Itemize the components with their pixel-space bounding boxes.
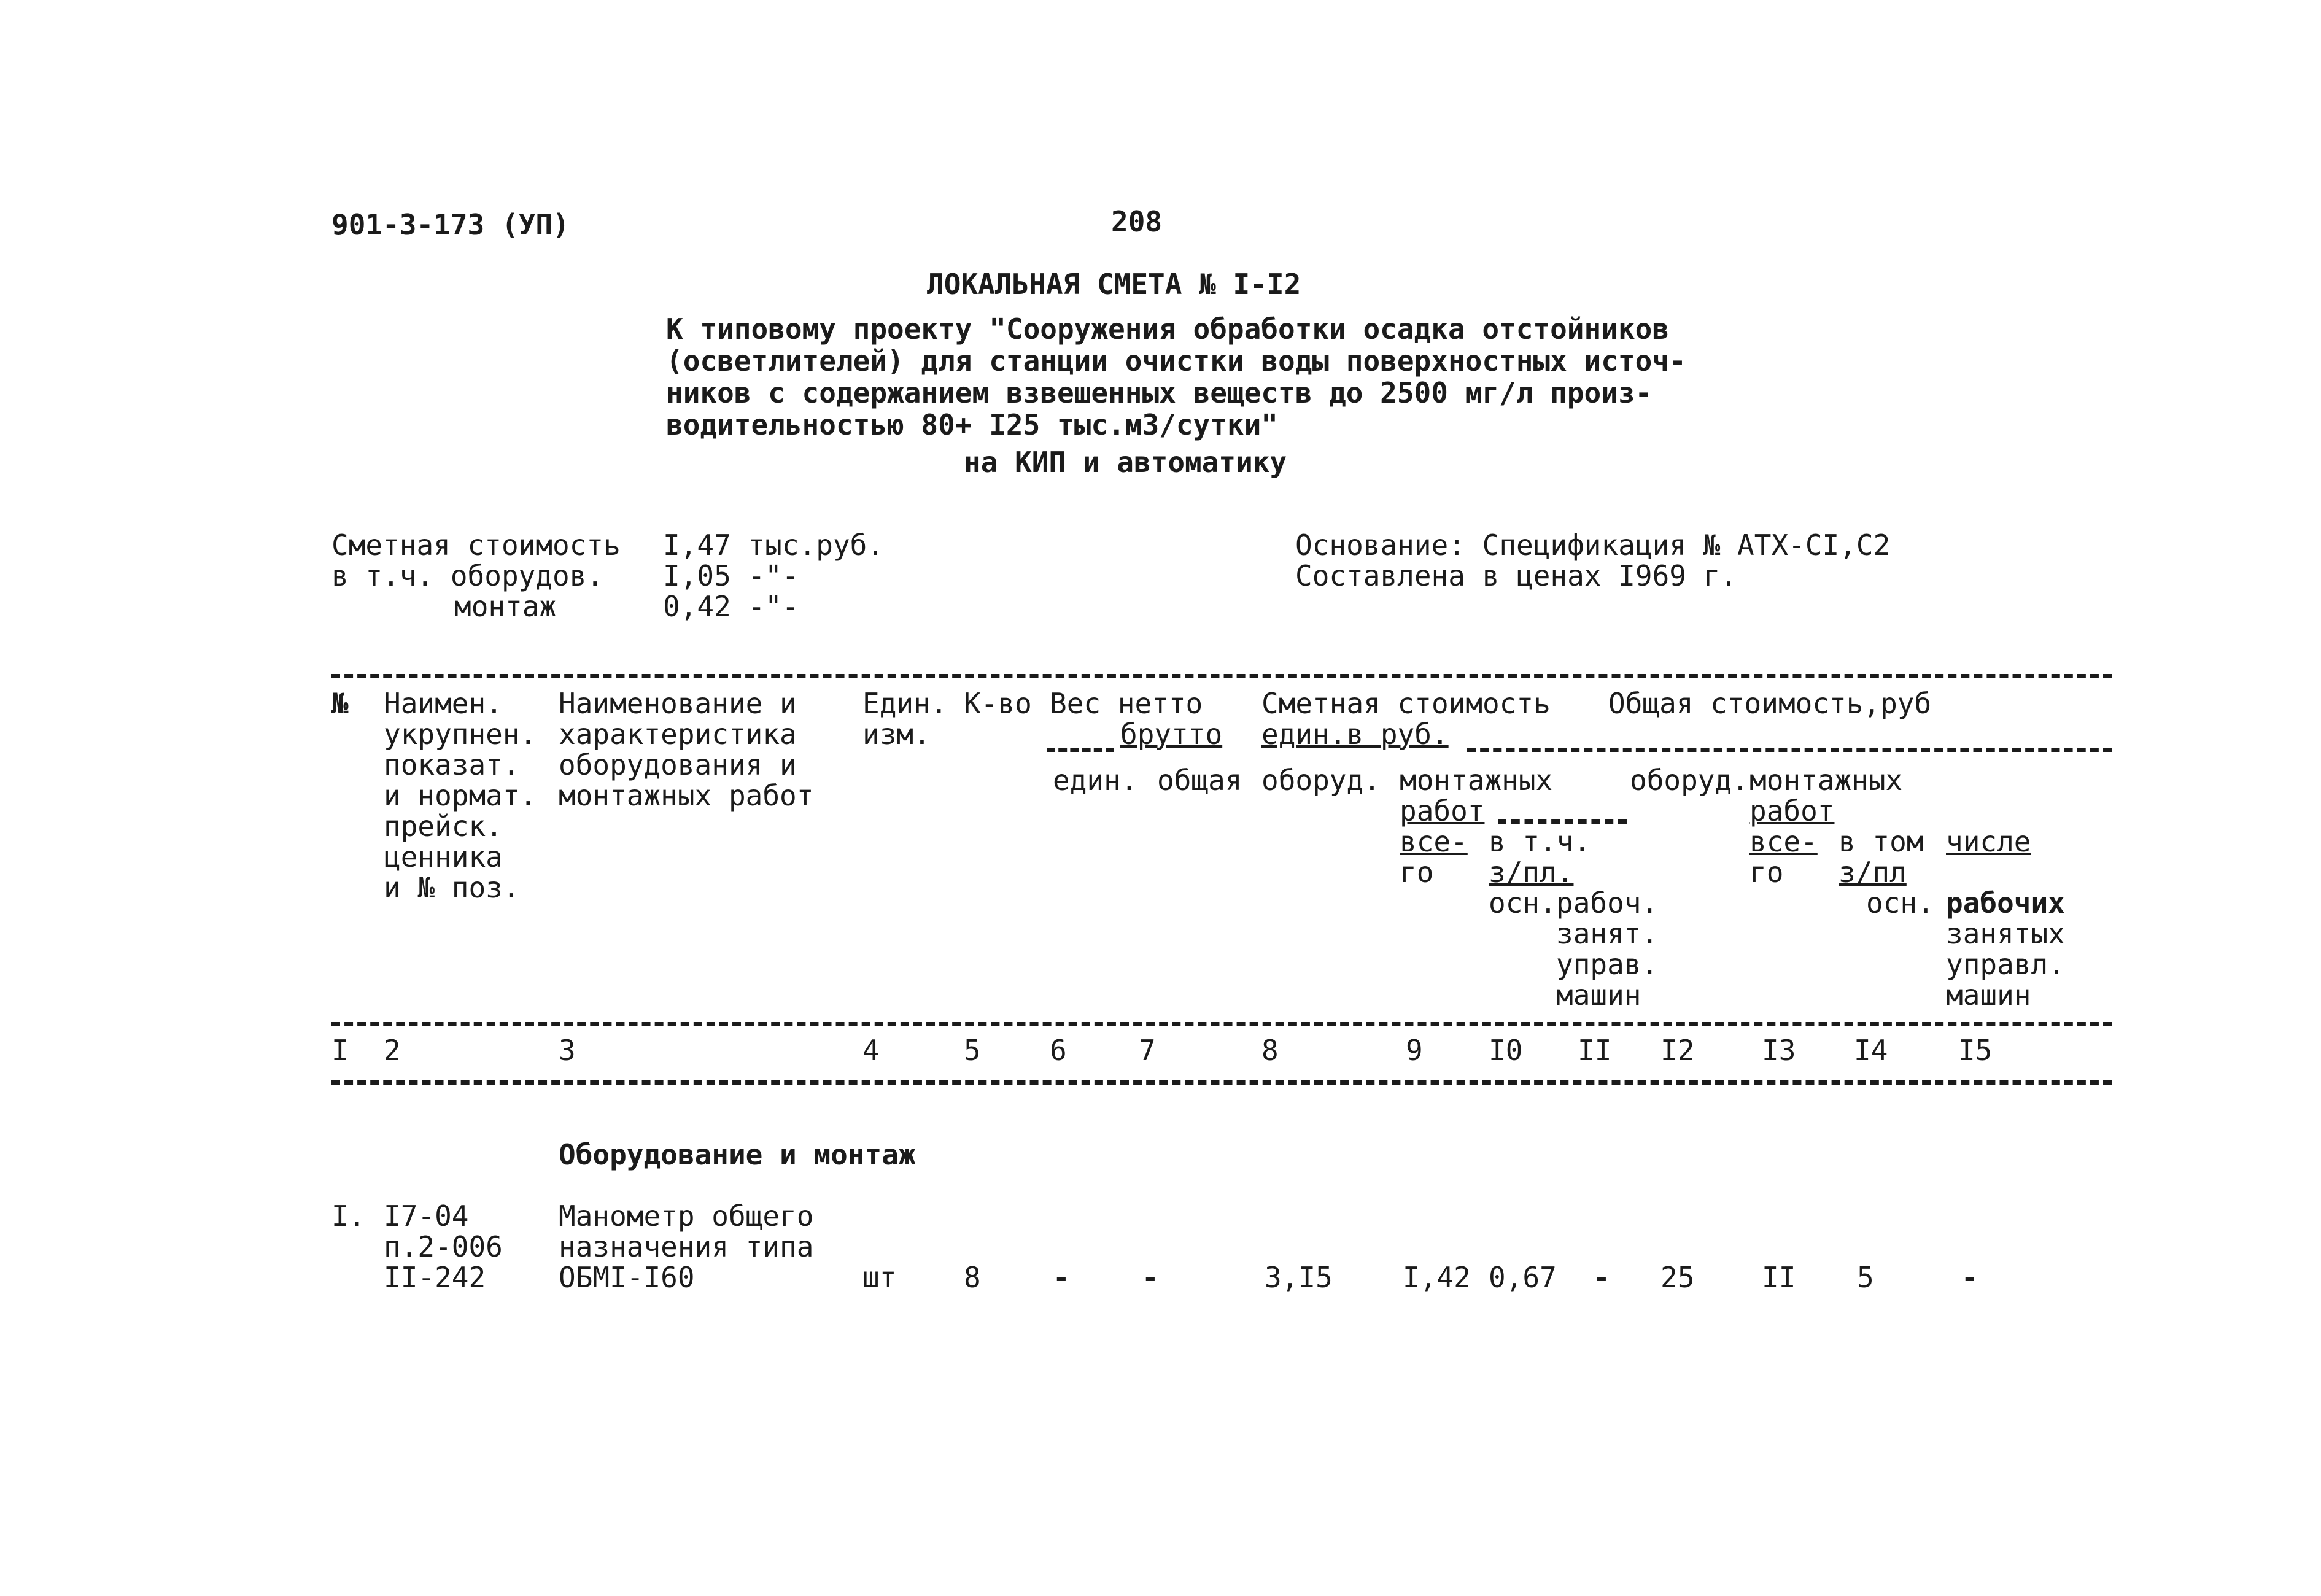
header-code-line-5: прейск. — [384, 810, 503, 843]
header-unit-cost-top: Сметная стоимость — [1261, 687, 1551, 720]
equipment-label: в т.ч. оборудов. — [331, 559, 604, 592]
row-unit-mount-total: I,42 — [1403, 1261, 1471, 1294]
header-total-mount-incl-1: в том — [1839, 825, 1924, 858]
unit-mount-rule — [1498, 819, 1627, 824]
header-total-mount-incl-2: з/пл — [1839, 856, 1907, 889]
header-unit-equipment: оборуд. — [1261, 764, 1381, 797]
subtitle-line-4: водительностью 80+ I25 тыс.м3/сутки" — [666, 408, 1278, 441]
header-name-line-4: монтажных работ — [559, 779, 814, 812]
row-total-equipment: 25 — [1660, 1261, 1695, 1294]
row-weight-unit: - — [1053, 1261, 1070, 1294]
cost-label: Сметная стоимость — [331, 529, 621, 562]
header-weight-unit: един. — [1053, 764, 1138, 797]
row-number: I. — [331, 1199, 366, 1233]
row-weight-total: - — [1142, 1261, 1159, 1294]
header-quantity: К-во — [964, 687, 1032, 720]
column-number: I — [331, 1034, 349, 1067]
header-unit-mount-machine-4: машин — [1556, 978, 1641, 1012]
column-number: I4 — [1854, 1034, 1888, 1067]
header-total-mount-machine-3: занятых — [1946, 917, 2065, 950]
subtitle-line-1: К типовому проекту "Сооружения обработки осадка отстойников — [666, 312, 1669, 346]
header-unit-mount-total-2: го — [1400, 856, 1434, 889]
header-code-line-7: и № поз. — [384, 871, 520, 904]
header-number: № — [331, 687, 349, 720]
column-number: 5 — [964, 1034, 981, 1067]
row-unit: шт — [862, 1261, 897, 1294]
row-name-line-2: назначения типа — [559, 1230, 814, 1263]
column-number: 9 — [1406, 1034, 1423, 1067]
header-unit-mount-machine-2: занят. — [1556, 917, 1659, 950]
table-top-rule — [331, 674, 2112, 678]
header-code-line-2: укрупнен. — [384, 718, 537, 751]
column-numbers-top-rule — [331, 1022, 2112, 1026]
header-name-line-1: Наименование и — [559, 687, 797, 720]
row-unit-equipment: 3,I5 — [1265, 1261, 1333, 1294]
column-number: 7 — [1139, 1034, 1156, 1067]
basis-text: Основание: Спецификация № АТХ-CI,C2 — [1295, 529, 1891, 562]
header-total-mount-incl-3: осн. — [1866, 886, 1934, 920]
header-code-line-1: Наимен. — [384, 687, 503, 720]
header-unit-mount-incl-2: з/пл. — [1489, 856, 1574, 889]
header-total-mount-machine-4: управл. — [1946, 948, 2065, 981]
header-code-line-6: ценника — [384, 840, 503, 874]
header-name-line-3: оборудования и — [559, 748, 797, 781]
row-unit-mount-machine: - — [1593, 1261, 1610, 1294]
header-total-mount-line-1: монтажных — [1749, 764, 1903, 797]
column-number: 8 — [1261, 1034, 1279, 1067]
header-unit-line-1: Един. — [862, 687, 948, 720]
column-number: 4 — [862, 1034, 880, 1067]
header-total-mount-total-1: все- — [1749, 825, 1818, 858]
column-number: 3 — [559, 1034, 576, 1067]
header-weight-bottom: брутто — [1120, 718, 1223, 751]
equipment-value: I,05 -"- — [663, 559, 799, 592]
section-subtitle: на КИП и автоматику — [964, 446, 1287, 479]
header-unit-mount-incl-3: осн. — [1489, 886, 1557, 920]
header-total-mount-machine-2: рабочих — [1946, 886, 2065, 920]
mount-value: 0,42 -"- — [663, 590, 799, 623]
header-weight-total: общая — [1157, 764, 1242, 797]
column-number: I0 — [1489, 1034, 1523, 1067]
column-number: 6 — [1050, 1034, 1067, 1067]
header-code-line-3: показат. — [384, 748, 520, 781]
row-code-line-2: п.2-006 — [384, 1230, 503, 1263]
row-code-line-1: I7-04 — [384, 1199, 469, 1233]
header-unit-mount-line-1: монтажных — [1400, 764, 1553, 797]
header-total-mount-total-2: го — [1749, 856, 1784, 889]
column-number: II — [1578, 1034, 1612, 1067]
subtitle-line-2: (осветлителей) для станции очистки воды поверхностных источ- — [666, 344, 1686, 378]
header-total-mount-machine-5: машин — [1946, 978, 2031, 1012]
header-unit-mount-incl-1: в т.ч. — [1489, 825, 1591, 858]
header-total-equipment: оборуд. — [1630, 764, 1749, 797]
header-total-cost-top: Общая стоимость,руб — [1608, 687, 1932, 720]
page-number: 208 — [1111, 205, 1163, 238]
header-unit-mount-line-2: работ — [1400, 794, 1485, 827]
row-total-mount-total: II — [1762, 1261, 1796, 1294]
column-number: I2 — [1660, 1034, 1695, 1067]
column-number: 2 — [384, 1034, 401, 1067]
subtitle-line-3: ников с содержанием взвешенных веществ до 2500 мг/л произ- — [666, 376, 1653, 409]
row-unit-mount-wage: 0,67 — [1489, 1261, 1557, 1294]
header-unit-mount-total-1: все- — [1400, 825, 1468, 858]
column-number: I3 — [1762, 1034, 1796, 1067]
header-unit-mount-machine-3: управ. — [1556, 948, 1659, 981]
row-quantity: 8 — [964, 1261, 981, 1294]
header-weight-top: Вес нетто — [1050, 687, 1203, 720]
document-code: 901-3-173 (УП) — [331, 208, 570, 241]
row-name-line-1: Манометр общего — [559, 1199, 814, 1233]
cost-value: I,47 тыс.руб. — [663, 529, 885, 562]
cost-subheader-rule — [1467, 748, 2112, 752]
row-code-line-3: II-242 — [384, 1261, 486, 1294]
mount-label: монтаж — [454, 590, 557, 623]
header-total-mount-machine-1: числе — [1946, 825, 2031, 858]
weight-rule-left — [1047, 748, 1114, 752]
column-numbers-bottom-rule — [331, 1080, 2112, 1085]
row-total-mount-wage: 5 — [1857, 1261, 1874, 1294]
header-unit-cost-bottom: един.в руб. — [1261, 718, 1449, 751]
row-total-mount-machine: - — [1961, 1261, 1978, 1294]
header-unit-line-2: изм. — [862, 718, 931, 751]
row-name-line-3: ОБМI-I60 — [559, 1261, 695, 1294]
prices-text: Составлена в ценах I969 г. — [1295, 559, 1738, 592]
header-name-line-2: характеристика — [559, 718, 797, 751]
header-total-mount-line-2: работ — [1749, 794, 1835, 827]
header-code-line-4: и нормат. — [384, 779, 537, 812]
section-title: Оборудование и монтаж — [559, 1138, 916, 1171]
header-unit-mount-machine-1: рабоч. — [1556, 886, 1659, 920]
column-number: I5 — [1958, 1034, 1993, 1067]
estimate-title: ЛОКАЛЬНАЯ СМЕТА № I-I2 — [927, 268, 1301, 301]
